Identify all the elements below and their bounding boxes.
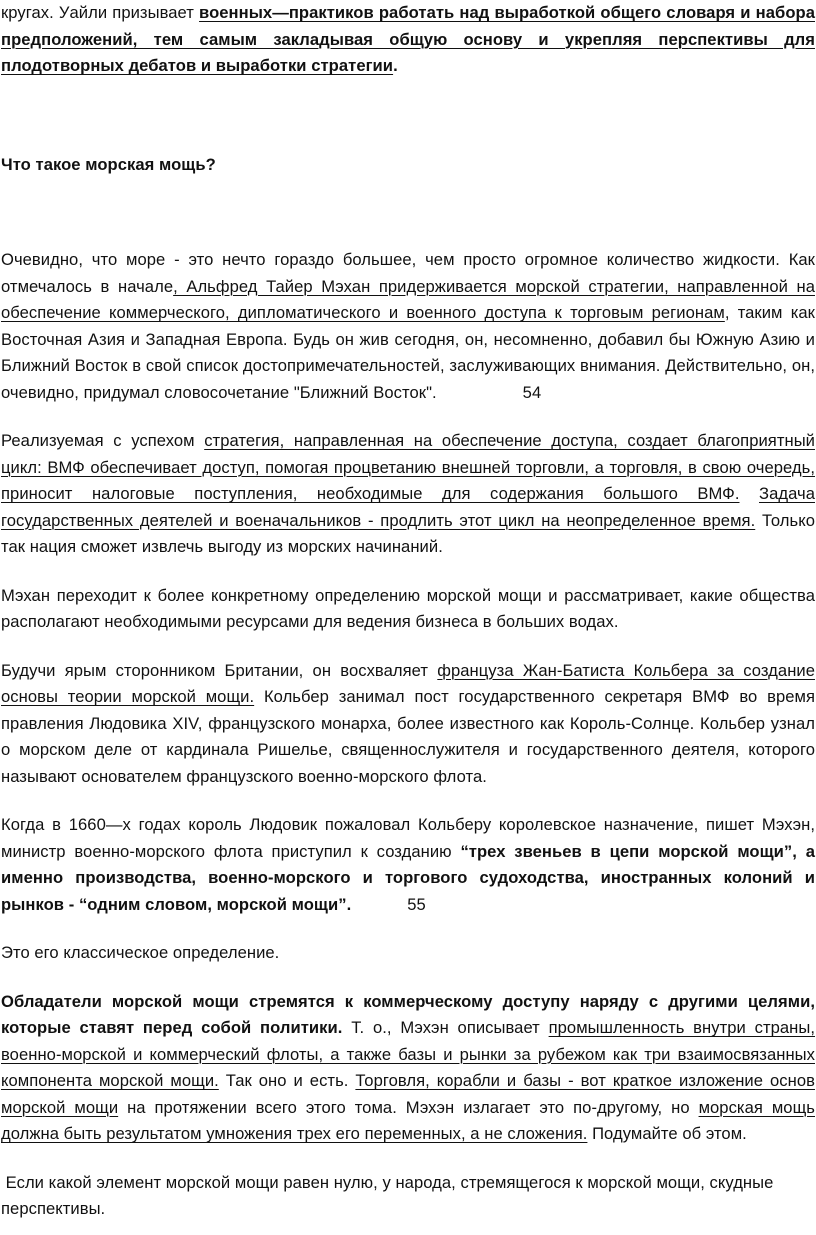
paragraph-owners (1, 989, 815, 1148)
underlined-text: Торговля, корабли и базы - вот краткое изложение основ морской мощи (1, 1071, 815, 1117)
paragraph-classic: Это его классическое определение. (1, 943, 280, 962)
text-run: Только так нация сможет извлечь выгоду из морских начинаний. (1, 510, 815, 556)
text-run: Т. о., Мэхэн описывает (342, 1018, 549, 1037)
underlined-text: француза Жан-Батиста Кольбера за создание основы теории морской мощи. (1, 660, 815, 706)
paragraph-1660 (1, 812, 815, 918)
text-run: на протяжении всего этого тома. Мэхэн излагает это по-другому, но (118, 1097, 699, 1117)
text-run: . (393, 56, 398, 75)
text-run: , таким как Восточная Азия и Западная Европа. Будь он жив сегодня, он, несомненно, добавил бы Южную Азию и Ближний Восток в свой список достопримечательностей, заслуживающих внимания. Действительно, он, очевидно, придумал словосочетание "Ближний Восток". (1, 303, 815, 402)
text-run: Когда в 1660—х годах король Людовик пожаловал Кольберу королевское назначение, пишет Мэхэн, министр военно-морского флота приступил к созданию (1, 815, 815, 861)
text-run: Подумайте об этом. (587, 1124, 747, 1143)
text-run: Кольбер занимал пост государственного секретаря ВМФ во время правления Людовика XIV, французского монарха, более известного как Король-Солнце. Кольбер узнал о морском деле от кардинала Ришелье, священнослужителя и государственного деятеля, которого называют основателем французского военно-морского флота. (1, 687, 815, 786)
bold-text: “трех звеньев в цепи морской мощи”, а именно производства, военно-морского и торгового судоходства, иностранных колоний и рынков - “одним словом, морской мощи”. (1, 841, 815, 914)
underlined-text: стратегия, направленная на обеспечение доступа, создает благоприятный цикл: ВМФ обеспечивает доступ, помогая процветанию внешней торговли, а торговля, в свою очередь, приносит налоговые поступления, необходимые для содержания большого ВМФ. (1, 431, 815, 503)
underlined-text: , Альфред Тайер Мэхан придерживается морской стратегии, направленной на обеспечение коммерческого, дипломатического и военного доступа к торговым регионам (1, 276, 815, 322)
text-run (740, 484, 760, 503)
underlined-text: Задача государственных деятелей и военачальников - продлить этот цикл на неопределенное время. (1, 484, 815, 530)
text-run: Будучи ярым сторонником Британии, он восхваляет (1, 660, 438, 680)
footnote-number: 55 (407, 894, 426, 914)
section-heading: Что такое морская мощь? (1, 154, 216, 174)
footnote-number: 54 (522, 382, 542, 402)
text-run: Реализуемая с успехом (1, 431, 205, 450)
paragraph-obviously (1, 247, 815, 406)
text-run: Очевидно, что море - это нечто гораздо большее, чем просто огромное количество жидкости. Как отмечалось в начале (1, 250, 815, 296)
underlined-text: морская мощь должна быть результатом умножения трех его переменных, а не сложения. (1, 1097, 815, 1143)
paragraph-intro (1, 0, 815, 80)
underlined-bold-text: военных—практиков работать над выработкой общего словаря и набора предположений, тем самым закладывая общую основу и укрепляя перспективы для плодотворных дебатов и выработки стратегии (1, 3, 815, 75)
paragraph-zero: Если какой элемент морской мощи равен нулю, у народа, стремящегося к морской мощи, скудные перспективы. (1, 1172, 779, 1218)
text-run: Так оно и есть. (218, 1071, 356, 1090)
bold-text: Обладатели морской мощи стремятся к коммерческому доступу наряду с другими целями, которые ставят перед собой политики. (1, 991, 815, 1037)
paragraph-colbert (1, 658, 815, 791)
paragraph-mahan: Мэхан переходит к более конкретному определению морской мощи и рассматривает, какие общества располагают необходимыми ресурсами для ведения бизнеса в больших водах. (1, 585, 815, 631)
underlined-text: промышленность внутри страны, военно-морской и коммерческий флоты, а также базы и рынки за рубежом как три взаимосвязанных компонента морской мощи. (1, 1018, 816, 1090)
paragraph-strategy (1, 428, 815, 561)
text-run: кругах. Уайли призывает (1, 3, 200, 22)
